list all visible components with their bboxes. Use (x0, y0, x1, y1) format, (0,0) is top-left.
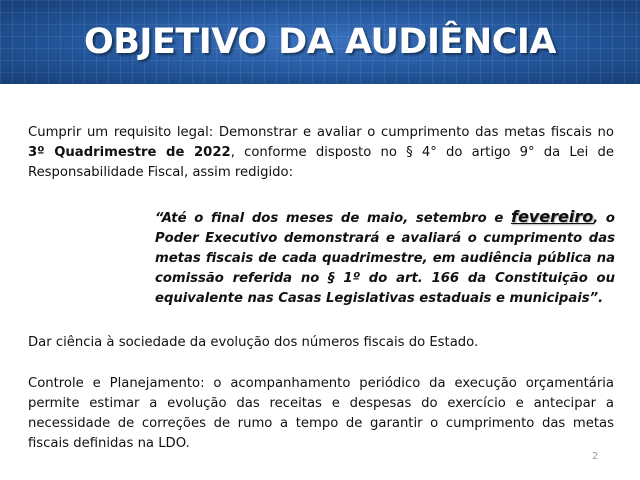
paragraph-legal-intro: Cumprir um requisito legal: Demonstrar e avaliar o cumprimento das metas fiscais no (28, 125, 614, 140)
paragraph-society-awareness: Dar ciência à sociedade da evolução dos números fiscais do Estado. (28, 335, 479, 350)
page-number: 2 (592, 451, 599, 462)
paragraph-legal-period: 3º Quadrimestre de 2022 (28, 145, 231, 160)
law-quote-highlight: fevereiro (511, 207, 594, 226)
law-quote (155, 207, 615, 309)
paragraph-legal-requirement (28, 123, 614, 183)
paragraph-legal-outro: , conforme disposto no § 4° do artigo 9° da Lei de Responsabilidade Fiscal, assim redigido: (28, 145, 614, 180)
law-quote-before: “Até o final dos meses de maio, setembro e (155, 211, 512, 226)
title-banner (0, 0, 640, 84)
law-quote-after: , o Poder Executivo demonstrará e avaliará o cumprimento das metas fiscais de cada quadrimestre, em audiência pública na comissão referida no § 1º do art. 166 da Constituição ou equivalente nas Casas Legislativas estaduais e municipais”. (155, 211, 615, 306)
slide-title: OBJETIVO DA AUDIÊNCIA (84, 22, 556, 62)
paragraph-control-planning: Controle e Planejamento: o acompanhamento periódico da execução orçamentária permite estimar a evolução das receitas e despesas do exercício e antecipar a necessidade de correções de rumo a tempo de garantir o cumprimento das metas fiscais definidas na LDO. (28, 376, 614, 451)
